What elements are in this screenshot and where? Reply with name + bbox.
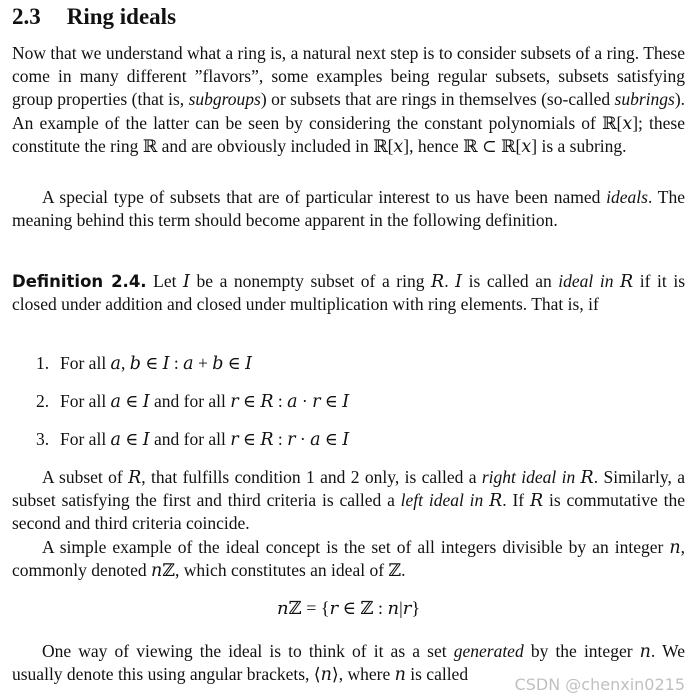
intro-text-3: ). An example of the latter can be seen by considering the constant polynomials of ℝ[𝑥]; these constitute the ring ℝ and are obviously included in ℝ[𝑥], hence ℝ ⊂ ℝ[𝑥] is a subring. bbox=[12, 89, 686, 156]
after-text-1: A subset of 𝑅, that fulfills condition 1 and 2 only, is called a bbox=[42, 467, 482, 487]
term-ideals: ideals bbox=[606, 187, 648, 207]
term-subgroups: subgroups bbox=[188, 89, 261, 110]
term-right-ideal: right ideal in 𝑅 bbox=[481, 467, 594, 487]
after-text-3: . If 𝑅 is commutative the second and third criteria coincide. bbox=[12, 490, 686, 534]
intro-text-1: Now that we understand what a ring is, a natural next step is to consider subsets of a ring. These come in many different ”flavors”, some examples being regular subsets, subsets satisfying group properties (that is, bbox=[12, 43, 685, 110]
display-formula: 𝑛ℤ = {𝑟 ∈ ℤ : 𝑛|𝑟} bbox=[276, 598, 421, 618]
definition-text-b: if it is closed under addition and closed under multiplication with ring elements. That is, if bbox=[12, 271, 686, 315]
section-heading bbox=[12, 4, 176, 30]
intro-paragraph-2 bbox=[12, 186, 685, 232]
condition-text: For all 𝑎, 𝑏 ∈ 𝐼 : 𝑎 + 𝑏 ∈ 𝐼 bbox=[60, 353, 253, 373]
definition-text-a: Let 𝐼 be a nonempty subset of a ring 𝑅. 𝐼 is called an bbox=[146, 271, 559, 291]
term-left-ideal: left ideal in 𝑅 bbox=[400, 490, 503, 511]
condition-number: 3. bbox=[36, 429, 50, 449]
definition-label: Definition 2.4. bbox=[12, 272, 147, 291]
condition-text: For all 𝑎 ∈ 𝐼 and for all 𝑟 ∈ 𝑅 : 𝑎 · 𝑟 ∈ 𝐼 bbox=[60, 391, 350, 411]
condition-number: 1. bbox=[36, 353, 50, 373]
list-item bbox=[36, 353, 252, 374]
definition-block bbox=[12, 270, 685, 316]
example-paragraph bbox=[12, 536, 685, 582]
after-text-2: . Similarly, a subset satisfying the first and third criteria is called a bbox=[12, 467, 685, 511]
condition-text: For all 𝑎 ∈ 𝐼 and for all 𝑟 ∈ 𝑅 : 𝑟 · 𝑎 ∈ 𝐼 bbox=[60, 429, 350, 449]
term-subrings: subrings bbox=[614, 89, 675, 110]
intro-text-5: . The meaning behind this term should become apparent in the following definition. bbox=[12, 187, 685, 231]
list-item bbox=[36, 429, 349, 450]
example-text: A simple example of the ideal concept is the set of all integers divisible by an integer 𝑛, commonly denoted 𝑛ℤ, which constitutes an ideal of ℤ. bbox=[12, 537, 685, 581]
term-generated: generated bbox=[453, 641, 524, 661]
intro-paragraph-1 bbox=[12, 42, 685, 158]
condition-number: 2. bbox=[36, 391, 50, 411]
section-number: 2.3 bbox=[12, 4, 41, 29]
generated-text-1: One way of viewing the ideal is to think of it as a set bbox=[42, 641, 454, 661]
intro-text-2: ) or subsets that are rings in themselves (so-called bbox=[260, 89, 615, 110]
term-ideal-in-r: ideal in 𝑅 bbox=[558, 271, 634, 291]
section-title: Ring ideals bbox=[66, 4, 177, 29]
watermark: CSDN @chenxin0215 bbox=[514, 675, 685, 694]
list-item bbox=[36, 391, 349, 412]
generated-text-2: by the integer 𝑛. We usually denote this using angular brackets, ⟨𝑛⟩, where 𝑛 is called bbox=[12, 641, 685, 685]
intro-text-4: A special type of subsets that are of particular interest to us have been named bbox=[42, 187, 607, 207]
ideal-sides-paragraph bbox=[12, 466, 685, 536]
